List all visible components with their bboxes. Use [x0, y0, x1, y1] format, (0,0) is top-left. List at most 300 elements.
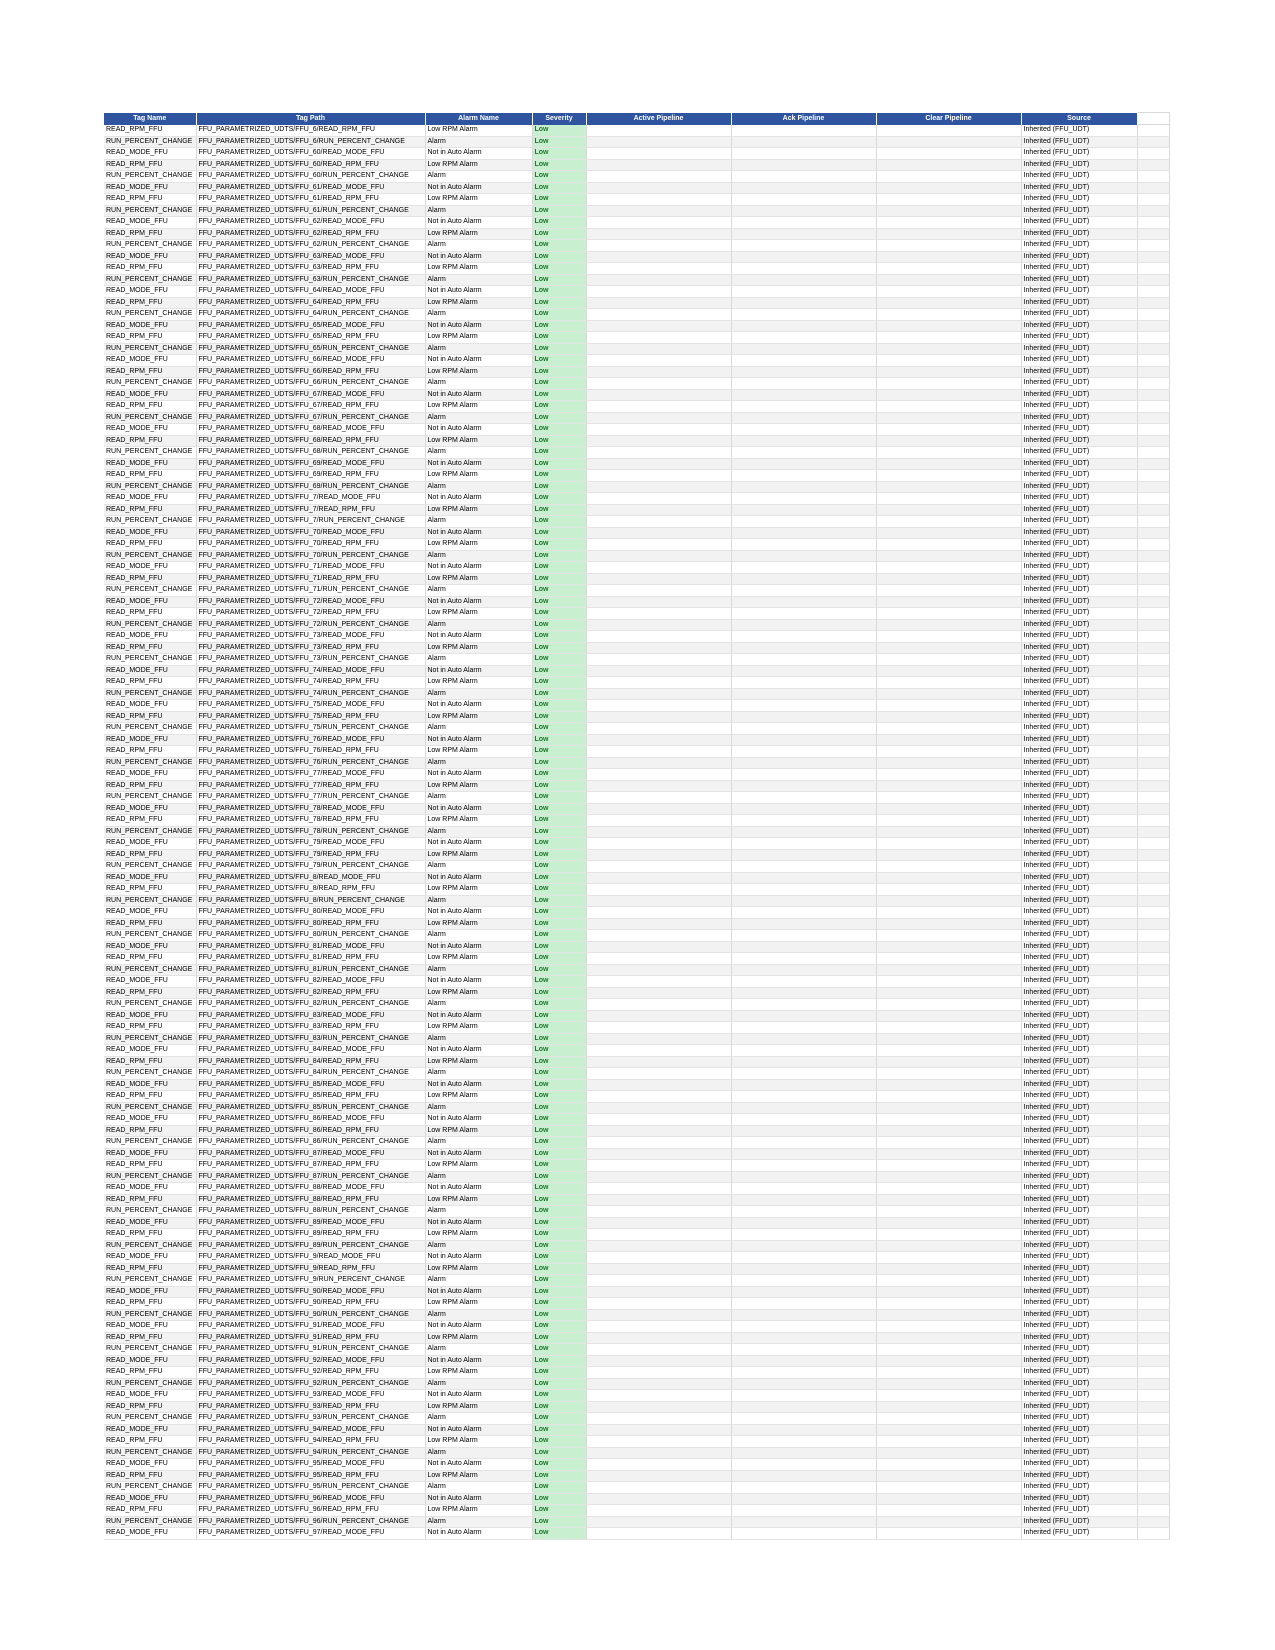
table-row[interactable]	[104, 711, 1169, 723]
table-row[interactable]	[104, 1482, 1169, 1494]
table-row[interactable]	[104, 251, 1169, 263]
tag-name-cell: READ_MODE_FFU	[104, 872, 196, 884]
blank-cell	[1137, 297, 1169, 309]
table-row[interactable]	[104, 665, 1169, 677]
tag-name-cell: READ_MODE_FFU	[104, 941, 196, 953]
ack-pipeline-cell	[731, 136, 876, 148]
tag-path-cell: FFU_PARAMETRIZED_UDTS/FFU_78/READ_RPM_FFU	[196, 815, 425, 827]
clear-pipeline-cell	[876, 573, 1021, 585]
alarm-name-cell: Low RPM Alarm	[425, 1367, 532, 1379]
table-row[interactable]	[104, 688, 1169, 700]
tag-name-cell: READ_MODE_FFU	[104, 320, 196, 332]
table-row[interactable]	[104, 355, 1169, 367]
table-row[interactable]	[104, 1390, 1169, 1402]
clear-pipeline-cell	[876, 1286, 1021, 1298]
table-row[interactable]	[104, 1378, 1169, 1390]
table-row[interactable]	[104, 999, 1169, 1011]
alarm-name-cell: Low RPM Alarm	[425, 1332, 532, 1344]
alarm-name-cell: Not in Auto Alarm	[425, 1355, 532, 1367]
severity-cell: Low	[532, 1447, 586, 1459]
table-row[interactable]	[104, 769, 1169, 781]
table-row[interactable]	[104, 1401, 1169, 1413]
table-row[interactable]	[104, 884, 1169, 896]
active-pipeline-cell	[586, 1459, 731, 1471]
ack-pipeline-cell	[731, 1114, 876, 1126]
source-cell: Inherited (FFU_UDT)	[1021, 585, 1137, 597]
table-row[interactable]	[104, 527, 1169, 539]
table-row[interactable]	[104, 481, 1169, 493]
blank-cell	[1137, 366, 1169, 378]
severity-cell: Low	[532, 654, 586, 666]
table-row[interactable]	[104, 1309, 1169, 1321]
tag-name-cell: READ_RPM_FFU	[104, 228, 196, 240]
ack-pipeline-cell	[731, 205, 876, 217]
clear-pipeline-cell	[876, 769, 1021, 781]
table-row[interactable]	[104, 539, 1169, 551]
clear-pipeline-cell	[876, 1033, 1021, 1045]
table-row[interactable]	[104, 217, 1169, 229]
table-row[interactable]	[104, 274, 1169, 286]
severity-cell: Low	[532, 171, 586, 183]
table-row[interactable]	[104, 1436, 1169, 1448]
table-row[interactable]	[104, 780, 1169, 792]
tag-name-cell: RUN_PERCENT_CHANGE	[104, 1102, 196, 1114]
source-cell: Inherited (FFU_UDT)	[1021, 1252, 1137, 1264]
ack-pipeline-cell	[731, 1516, 876, 1528]
clear-pipeline-cell	[876, 562, 1021, 574]
ack-pipeline-cell	[731, 838, 876, 850]
source-cell: Inherited (FFU_UDT)	[1021, 1275, 1137, 1287]
table-row[interactable]	[104, 987, 1169, 999]
tag-path-cell: FFU_PARAMETRIZED_UDTS/FFU_83/RUN_PERCENT_CHANGE	[196, 1033, 425, 1045]
alarm-name-cell: Low RPM Alarm	[425, 1436, 532, 1448]
tag-name-cell: READ_RPM_FFU	[104, 987, 196, 999]
table-row[interactable]	[104, 1010, 1169, 1022]
table-row[interactable]	[104, 723, 1169, 735]
tag-name-cell: READ_MODE_FFU	[104, 182, 196, 194]
table-row[interactable]	[104, 964, 1169, 976]
table-row[interactable]	[104, 516, 1169, 528]
alarm-name-cell: Not in Auto Alarm	[425, 286, 532, 298]
clear-pipeline-cell	[876, 1010, 1021, 1022]
clear-pipeline-cell	[876, 240, 1021, 252]
table-row[interactable]	[104, 1275, 1169, 1287]
ack-pipeline-cell	[731, 504, 876, 516]
blank-cell	[1137, 504, 1169, 516]
table-row[interactable]	[104, 1102, 1169, 1114]
table-row[interactable]	[104, 1045, 1169, 1057]
tag-path-cell: FFU_PARAMETRIZED_UDTS/FFU_62/READ_MODE_FFU	[196, 217, 425, 229]
blank-cell	[1137, 1424, 1169, 1436]
active-pipeline-cell	[586, 1240, 731, 1252]
tag-name-cell: READ_RPM_FFU	[104, 1367, 196, 1379]
table-row[interactable]	[104, 194, 1169, 206]
tag-name-cell: READ_MODE_FFU	[104, 389, 196, 401]
table-row[interactable]	[104, 1079, 1169, 1091]
tag-path-cell: FFU_PARAMETRIZED_UDTS/FFU_7/READ_MODE_FFU	[196, 493, 425, 505]
tag-name-cell: READ_RPM_FFU	[104, 1194, 196, 1206]
table-row[interactable]	[104, 1332, 1169, 1344]
table-row[interactable]	[104, 1459, 1169, 1471]
severity-cell: Low	[532, 665, 586, 677]
table-row[interactable]	[104, 1056, 1169, 1068]
table-row[interactable]	[104, 573, 1169, 585]
table-row[interactable]	[104, 550, 1169, 562]
alarm-name-cell: Not in Auto Alarm	[425, 596, 532, 608]
active-pipeline-cell	[586, 665, 731, 677]
active-pipeline-cell	[586, 688, 731, 700]
table-row[interactable]	[104, 1505, 1169, 1517]
alarm-name-cell: Alarm	[425, 447, 532, 459]
table-row[interactable]	[104, 378, 1169, 390]
severity-cell: Low	[532, 872, 586, 884]
table-row[interactable]	[104, 148, 1169, 160]
table-row[interactable]	[104, 343, 1169, 355]
severity-cell: Low	[532, 1505, 586, 1517]
source-cell: Inherited (FFU_UDT)	[1021, 401, 1137, 413]
active-pipeline-cell	[586, 1344, 731, 1356]
active-pipeline-cell	[586, 424, 731, 436]
blank-cell	[1137, 1436, 1169, 1448]
tag-path-cell: FFU_PARAMETRIZED_UDTS/FFU_92/RUN_PERCENT_CHANGE	[196, 1378, 425, 1390]
ack-pipeline-cell	[731, 849, 876, 861]
table-row[interactable]	[104, 1528, 1169, 1540]
source-cell: Inherited (FFU_UDT)	[1021, 240, 1137, 252]
table-row[interactable]	[104, 596, 1169, 608]
ack-pipeline-cell	[731, 389, 876, 401]
table-row[interactable]	[104, 746, 1169, 758]
source-cell: Inherited (FFU_UDT)	[1021, 1160, 1137, 1172]
table-row[interactable]	[104, 424, 1169, 436]
table-row[interactable]	[104, 1424, 1169, 1436]
table-row[interactable]	[104, 953, 1169, 965]
blank-cell	[1137, 838, 1169, 850]
active-pipeline-cell	[586, 872, 731, 884]
alarm-name-cell: Alarm	[425, 412, 532, 424]
ack-pipeline-cell	[731, 895, 876, 907]
tag-path-cell: FFU_PARAMETRIZED_UDTS/FFU_9/RUN_PERCENT_CHANGE	[196, 1275, 425, 1287]
alarm-name-cell: Low RPM Alarm	[425, 297, 532, 309]
active-pipeline-cell	[586, 297, 731, 309]
col-header-alarm-name[interactable]: Alarm Name	[425, 113, 532, 125]
table-row[interactable]	[104, 803, 1169, 815]
table-row[interactable]	[104, 1413, 1169, 1425]
tag-name-cell: READ_MODE_FFU	[104, 148, 196, 160]
tag-name-cell: RUN_PERCENT_CHANGE	[104, 688, 196, 700]
alarm-name-cell: Low RPM Alarm	[425, 1505, 532, 1517]
table-row[interactable]	[104, 861, 1169, 873]
blank-cell	[1137, 194, 1169, 206]
table-row[interactable]	[104, 918, 1169, 930]
table-row[interactable]	[104, 286, 1169, 298]
table-row[interactable]	[104, 815, 1169, 827]
severity-cell: Low	[532, 1459, 586, 1471]
tag-path-cell: FFU_PARAMETRIZED_UDTS/FFU_94/READ_MODE_FFU	[196, 1424, 425, 1436]
blank-cell	[1137, 619, 1169, 631]
source-cell: Inherited (FFU_UDT)	[1021, 608, 1137, 620]
table-row[interactable]	[104, 1470, 1169, 1482]
ack-pipeline-cell	[731, 1528, 876, 1540]
blank-cell	[1137, 826, 1169, 838]
active-pipeline-cell	[586, 838, 731, 850]
table-row[interactable]	[104, 1355, 1169, 1367]
table-row[interactable]	[104, 976, 1169, 988]
alarm-name-cell: Low RPM Alarm	[425, 1401, 532, 1413]
table-row[interactable]	[104, 263, 1169, 275]
tag-path-cell: FFU_PARAMETRIZED_UDTS/FFU_94/RUN_PERCENT_CHANGE	[196, 1447, 425, 1459]
tag-name-cell: RUN_PERCENT_CHANGE	[104, 240, 196, 252]
table-row[interactable]	[104, 1171, 1169, 1183]
tag-path-cell: FFU_PARAMETRIZED_UDTS/FFU_63/READ_RPM_FFU	[196, 263, 425, 275]
tag-path-cell: FFU_PARAMETRIZED_UDTS/FFU_72/READ_MODE_FFU	[196, 596, 425, 608]
table-row[interactable]	[104, 366, 1169, 378]
severity-cell: Low	[532, 1194, 586, 1206]
clear-pipeline-cell	[876, 1298, 1021, 1310]
active-pipeline-cell	[586, 780, 731, 792]
active-pipeline-cell	[586, 516, 731, 528]
active-pipeline-cell	[586, 562, 731, 574]
severity-cell: Low	[532, 1482, 586, 1494]
tag-name-cell: READ_MODE_FFU	[104, 1355, 196, 1367]
clear-pipeline-cell	[876, 631, 1021, 643]
table-row[interactable]	[104, 1447, 1169, 1459]
table-row[interactable]	[104, 826, 1169, 838]
table-row[interactable]	[104, 1068, 1169, 1080]
table-row[interactable]	[104, 1298, 1169, 1310]
table-row[interactable]	[104, 838, 1169, 850]
tag-path-cell: FFU_PARAMETRIZED_UDTS/FFU_67/READ_RPM_FFU	[196, 401, 425, 413]
tag-name-cell: READ_RPM_FFU	[104, 470, 196, 482]
clear-pipeline-cell	[876, 642, 1021, 654]
table-row[interactable]	[104, 792, 1169, 804]
table-row[interactable]	[104, 1252, 1169, 1264]
ack-pipeline-cell	[731, 343, 876, 355]
col-header-clear-pipeline[interactable]: Clear Pipeline	[876, 113, 1021, 125]
blank-cell	[1137, 286, 1169, 298]
table-row[interactable]	[104, 1114, 1169, 1126]
source-cell: Inherited (FFU_UDT)	[1021, 976, 1137, 988]
clear-pipeline-cell	[876, 401, 1021, 413]
col-header-ack-pipeline[interactable]: Ack Pipeline	[731, 113, 876, 125]
table-row[interactable]	[104, 895, 1169, 907]
table-row[interactable]	[104, 136, 1169, 148]
blank-cell	[1137, 1033, 1169, 1045]
ack-pipeline-cell	[731, 757, 876, 769]
clear-pipeline-cell	[876, 297, 1021, 309]
blank-cell	[1137, 930, 1169, 942]
alarm-name-cell: Alarm	[425, 136, 532, 148]
table-row[interactable]	[104, 125, 1169, 137]
source-cell: Inherited (FFU_UDT)	[1021, 654, 1137, 666]
table-row[interactable]	[104, 389, 1169, 401]
table-row[interactable]	[104, 320, 1169, 332]
active-pipeline-cell	[586, 504, 731, 516]
tag-name-cell: READ_RPM_FFU	[104, 1056, 196, 1068]
table-row[interactable]	[104, 171, 1169, 183]
source-cell: Inherited (FFU_UDT)	[1021, 1401, 1137, 1413]
table-row[interactable]	[104, 447, 1169, 459]
source-cell: Inherited (FFU_UDT)	[1021, 826, 1137, 838]
table-row[interactable]	[104, 297, 1169, 309]
tag-name-cell: READ_RPM_FFU	[104, 953, 196, 965]
clear-pipeline-cell	[876, 1171, 1021, 1183]
table-row[interactable]	[104, 228, 1169, 240]
ack-pipeline-cell	[731, 217, 876, 229]
source-cell: Inherited (FFU_UDT)	[1021, 343, 1137, 355]
table-row[interactable]	[104, 493, 1169, 505]
severity-cell: Low	[532, 1367, 586, 1379]
table-row[interactable]	[104, 1367, 1169, 1379]
severity-cell: Low	[532, 159, 586, 171]
table-row[interactable]	[104, 1137, 1169, 1149]
table-row[interactable]	[104, 1217, 1169, 1229]
table-row[interactable]	[104, 470, 1169, 482]
table-row[interactable]	[104, 412, 1169, 424]
table-row[interactable]	[104, 1160, 1169, 1172]
tag-path-cell: FFU_PARAMETRIZED_UDTS/FFU_78/RUN_PERCENT_CHANGE	[196, 826, 425, 838]
alarm-name-cell: Alarm	[425, 757, 532, 769]
clear-pipeline-cell	[876, 953, 1021, 965]
severity-cell: Low	[532, 470, 586, 482]
table-row[interactable]	[104, 608, 1169, 620]
table-row[interactable]	[104, 907, 1169, 919]
table-row[interactable]	[104, 1240, 1169, 1252]
blank-cell	[1137, 1275, 1169, 1287]
severity-cell: Low	[532, 769, 586, 781]
tag-path-cell: FFU_PARAMETRIZED_UDTS/FFU_95/READ_MODE_FFU	[196, 1459, 425, 1471]
table-row[interactable]	[104, 205, 1169, 217]
table-row[interactable]	[104, 1033, 1169, 1045]
table-row[interactable]	[104, 677, 1169, 689]
table-row[interactable]	[104, 585, 1169, 597]
severity-cell: Low	[532, 930, 586, 942]
table-row[interactable]	[104, 642, 1169, 654]
ack-pipeline-cell	[731, 527, 876, 539]
active-pipeline-cell	[586, 861, 731, 873]
clear-pipeline-cell	[876, 366, 1021, 378]
tag-path-cell: FFU_PARAMETRIZED_UDTS/FFU_69/RUN_PERCENT_CHANGE	[196, 481, 425, 493]
table-row[interactable]	[104, 1229, 1169, 1241]
ack-pipeline-cell	[731, 1344, 876, 1356]
table-row[interactable]	[104, 240, 1169, 252]
table-row[interactable]	[104, 631, 1169, 643]
blank-cell	[1137, 1125, 1169, 1137]
table-row[interactable]	[104, 182, 1169, 194]
table-row[interactable]	[104, 872, 1169, 884]
table-row[interactable]	[104, 159, 1169, 171]
alarm-name-cell: Not in Auto Alarm	[425, 424, 532, 436]
table-row[interactable]	[104, 849, 1169, 861]
clear-pipeline-cell	[876, 918, 1021, 930]
table-row[interactable]	[104, 941, 1169, 953]
table-row[interactable]	[104, 401, 1169, 413]
table-row[interactable]	[104, 332, 1169, 344]
col-header-tag-path[interactable]: Tag Path	[196, 113, 425, 125]
table-row[interactable]	[104, 1091, 1169, 1103]
table-row[interactable]	[104, 309, 1169, 321]
severity-cell: Low	[532, 815, 586, 827]
table-row[interactable]	[104, 1206, 1169, 1218]
table-row[interactable]	[104, 1183, 1169, 1195]
source-cell: Inherited (FFU_UDT)	[1021, 1137, 1137, 1149]
table-row[interactable]	[104, 1286, 1169, 1298]
tag-name-cell: READ_MODE_FFU	[104, 700, 196, 712]
tag-path-cell: FFU_PARAMETRIZED_UDTS/FFU_62/READ_RPM_FFU	[196, 228, 425, 240]
col-header-severity[interactable]: Severity	[532, 113, 586, 125]
active-pipeline-cell	[586, 274, 731, 286]
source-cell: Inherited (FFU_UDT)	[1021, 286, 1137, 298]
table-row[interactable]	[104, 504, 1169, 516]
blank-cell	[1137, 1413, 1169, 1425]
severity-cell: Low	[532, 1275, 586, 1287]
table-row[interactable]	[104, 435, 1169, 447]
clear-pipeline-cell	[876, 976, 1021, 988]
table-row[interactable]	[104, 1022, 1169, 1034]
table-row[interactable]	[104, 619, 1169, 631]
ack-pipeline-cell	[731, 182, 876, 194]
col-header-source[interactable]: Source	[1021, 113, 1137, 125]
table-row[interactable]	[104, 1516, 1169, 1528]
clear-pipeline-cell	[876, 1114, 1021, 1126]
table-row[interactable]	[104, 930, 1169, 942]
table-row[interactable]	[104, 1194, 1169, 1206]
active-pipeline-cell	[586, 1217, 731, 1229]
source-cell: Inherited (FFU_UDT)	[1021, 1528, 1137, 1540]
active-pipeline-cell	[586, 412, 731, 424]
table-row[interactable]	[104, 562, 1169, 574]
source-cell: Inherited (FFU_UDT)	[1021, 481, 1137, 493]
severity-cell: Low	[532, 217, 586, 229]
tag-name-cell: READ_MODE_FFU	[104, 424, 196, 436]
source-cell: Inherited (FFU_UDT)	[1021, 562, 1137, 574]
tag-path-cell: FFU_PARAMETRIZED_UDTS/FFU_76/RUN_PERCENT_CHANGE	[196, 757, 425, 769]
severity-cell: Low	[532, 999, 586, 1011]
severity-cell: Low	[532, 1079, 586, 1091]
table-row[interactable]	[104, 458, 1169, 470]
table-row[interactable]	[104, 1125, 1169, 1137]
table-row[interactable]	[104, 757, 1169, 769]
table-row[interactable]	[104, 654, 1169, 666]
blank-cell	[1137, 895, 1169, 907]
table-row[interactable]	[104, 734, 1169, 746]
table-row[interactable]	[104, 700, 1169, 712]
tag-name-cell: RUN_PERCENT_CHANGE	[104, 757, 196, 769]
table-row[interactable]	[104, 1344, 1169, 1356]
ack-pipeline-cell	[731, 872, 876, 884]
active-pipeline-cell	[586, 159, 731, 171]
clear-pipeline-cell	[876, 148, 1021, 160]
table-row[interactable]	[104, 1321, 1169, 1333]
tag-path-cell: FFU_PARAMETRIZED_UDTS/FFU_64/RUN_PERCENT_CHANGE	[196, 309, 425, 321]
table-row[interactable]	[104, 1493, 1169, 1505]
tag-path-cell: FFU_PARAMETRIZED_UDTS/FFU_9/READ_RPM_FFU	[196, 1263, 425, 1275]
col-header-active-pipeline[interactable]: Active Pipeline	[586, 113, 731, 125]
alarm-name-cell: Not in Auto Alarm	[425, 458, 532, 470]
col-header-tag-name[interactable]: Tag Name	[104, 113, 196, 125]
tag-path-cell: FFU_PARAMETRIZED_UDTS/FFU_96/RUN_PERCENT_CHANGE	[196, 1516, 425, 1528]
ack-pipeline-cell	[731, 964, 876, 976]
tag-name-cell: RUN_PERCENT_CHANGE	[104, 171, 196, 183]
alarm-name-cell: Low RPM Alarm	[425, 228, 532, 240]
source-cell: Inherited (FFU_UDT)	[1021, 389, 1137, 401]
blank-cell	[1137, 332, 1169, 344]
table-row[interactable]	[104, 1148, 1169, 1160]
alarm-name-cell: Alarm	[425, 171, 532, 183]
blank-cell	[1137, 389, 1169, 401]
table-row[interactable]	[104, 1263, 1169, 1275]
tag-path-cell: FFU_PARAMETRIZED_UDTS/FFU_63/RUN_PERCENT_CHANGE	[196, 274, 425, 286]
source-cell: Inherited (FFU_UDT)	[1021, 1298, 1137, 1310]
